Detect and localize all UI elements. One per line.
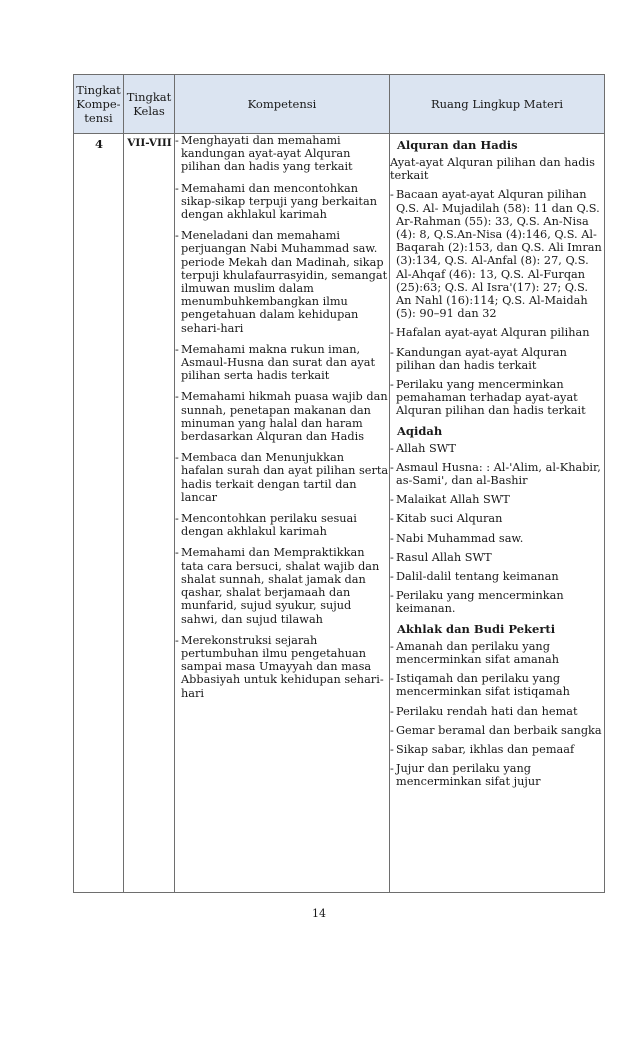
list-item-text: Membaca dan Menunjukkan hafalan surah dan ayat pilihan serta hadis terkait dengan tartil dan lancar	[181, 451, 389, 504]
list-item-text: Kandungan ayat-ayat Alquran pilihan dan hadis terkait	[396, 345, 567, 372]
section-title-akhlak: Akhlak dan Budi Pekerti	[397, 621, 556, 636]
bullet-dash: -	[175, 451, 179, 465]
bullet-dash: -	[390, 493, 394, 507]
list-item	[390, 461, 604, 487]
aqidah-items	[390, 442, 604, 616]
ruang-lingkup-list	[390, 134, 604, 795]
akhlak-items	[390, 640, 604, 789]
header-ruang-lingkup: Ruang Lingkup Materi	[430, 97, 564, 111]
list-item	[390, 743, 604, 756]
bullet-dash: -	[175, 229, 179, 243]
list-item	[175, 182, 390, 222]
bullet-dash: -	[175, 633, 179, 647]
list-item-text: Perilaku yang mencerminkan pemahaman terhadap ayat-ayat Alquran pilihan dan hadis terkait	[396, 378, 586, 418]
list-item	[175, 134, 390, 174]
list-item	[175, 546, 390, 625]
list-item-text: Memahami dan mencontohkan sikap-sikap terpuji yang berkaitan dengan akhlakul karimah	[181, 181, 377, 222]
cell-tingkat: 4	[94, 137, 103, 151]
list-item-text: Perilaku rendah hati dan hemat	[396, 704, 578, 718]
list-item-text: Kitab suci Alquran	[396, 512, 503, 526]
list-item-text: Sikap sabar, ikhlas dan pemaaf	[396, 742, 575, 756]
list-item	[390, 640, 604, 666]
list-item	[175, 451, 390, 504]
list-item-text: Asmaul Husna: : Al-'Alim, al-Khabir, as-Sami', dan al-Bashir	[396, 460, 601, 488]
bullet-dash: -	[390, 672, 394, 686]
list-item-text: Nabi Muhammad saw.	[396, 531, 524, 545]
bullet-dash: -	[390, 512, 394, 526]
bullet-dash: -	[390, 188, 394, 202]
list-item-text: Jujur dan perilaku yang mencerminkan sifat jujur	[396, 762, 541, 789]
header-tingkat-kompetensi: Tingkat Kompe-tensi	[76, 83, 121, 125]
bullet-dash: -	[175, 342, 179, 356]
list-item-text: Rasul Allah SWT	[396, 550, 492, 564]
bullet-dash: -	[175, 134, 179, 147]
list-item-text: Merekonstruksi sejarah pertumbuhan ilmu pengetahuan sampai masa Umayyah dan masa Abbasiyah untuk kehidupan sehari-hari	[181, 633, 384, 700]
list-item	[390, 672, 604, 698]
list-item-text: Amanah dan perilaku yang mencerminkan sifat amanah	[396, 639, 560, 666]
bullet-dash: -	[390, 723, 394, 737]
alquran-items	[390, 188, 604, 417]
list-item-text: Memahami dan Mempraktikkan tata cara bersuci, shalat wajib dan shalat sunnah, shalat jamak dan qashar, shalat berjamaah dan munfarid, sujud syukur, sujud sahwi, dan sujud tilawah	[181, 546, 380, 626]
bullet-dash: -	[390, 460, 394, 474]
bullet-dash: -	[390, 639, 394, 653]
list-item	[390, 378, 604, 418]
bullet-dash: -	[390, 570, 394, 584]
list-item-text: Dalil-dalil tentang keimanan	[396, 570, 559, 584]
bullet-dash: -	[175, 390, 179, 404]
list-item	[390, 589, 604, 615]
bullet-dash: -	[390, 589, 394, 603]
bullet-dash: -	[175, 512, 179, 526]
list-item-text: Allah SWT	[396, 441, 456, 455]
bullet-dash: -	[390, 326, 394, 340]
alquran-intro: Ayat-ayat Alquran pilihan dan hadis terkait	[390, 156, 595, 183]
list-item	[390, 705, 604, 718]
list-item	[390, 346, 604, 372]
list-item-text: Gemar beramal dan berbaik sangka	[396, 723, 602, 737]
header-kompetensi: Kompetensi	[247, 97, 317, 111]
column-divider	[123, 75, 124, 892]
section-title-alquran: Alquran dan Hadis	[397, 138, 518, 152]
list-item-text: Hafalan ayat-ayat Alquran pilihan	[396, 326, 590, 340]
page-number: 14	[312, 907, 326, 920]
list-item-text: Istiqamah dan perilaku yang mencerminkan sifat istiqamah	[396, 672, 570, 699]
list-item-text: Bacaan ayat-ayat Alquran pilihan Q.S. Al- Mujadilah (58): 11 dan Q.S. Ar-Rahman (55): 33, Q.S. An-Nisa (4): 8, Q.S.An-Nisa (4):146, Q.S. Al-Baqarah (2):153, dan Q.S. Ali Imran (3):134, Q.S. Al-Anfal (8): 27, Q.S. Al-Ahqaf (46): 13, Q.S. Al-Furqan (25):63; Q.S. Al Isra'(17): 27; Q.S. An Nahl (16):114; Q.S. Al-Maidah (5): 90–91 dan 32	[396, 188, 602, 321]
list-item	[175, 343, 390, 383]
list-item	[175, 229, 390, 335]
list-item	[175, 512, 390, 538]
list-item	[175, 390, 390, 443]
bullet-dash: -	[390, 704, 394, 718]
bullet-dash: -	[390, 441, 394, 455]
bullet-dash: -	[390, 550, 394, 564]
list-item	[390, 493, 604, 506]
list-item	[390, 326, 604, 339]
cell-kelas: VII-VIII	[127, 137, 172, 149]
curriculum-table	[73, 74, 605, 893]
list-item	[390, 188, 604, 320]
list-item-text: Menghayati dan memahami kandungan ayat-ayat Alquran pilihan dan hadis yang terkait	[181, 134, 353, 174]
list-item	[390, 762, 604, 788]
bullet-dash: -	[390, 345, 394, 359]
list-item-text: Perilaku yang mencerminkan keimanan.	[396, 589, 564, 616]
list-item	[390, 442, 604, 455]
list-item-text: Mencontohkan perilaku sesuai dengan akhlakul karimah	[181, 512, 357, 539]
list-item	[175, 634, 390, 700]
list-item	[390, 532, 604, 545]
bullet-dash: -	[390, 762, 394, 776]
bullet-dash: -	[390, 378, 394, 392]
section-title-aqidah: Aqidah	[397, 423, 443, 438]
list-item-text: Memahami makna rukun iman, Asmaul-Husna dan surat dan ayat pilihan serta hadis terkait	[181, 342, 376, 383]
list-item	[390, 570, 604, 583]
list-item-text: Malaikat Allah SWT	[396, 493, 510, 507]
list-item	[390, 512, 604, 525]
list-item	[390, 724, 604, 737]
bullet-dash: -	[390, 742, 394, 756]
list-item-text: Meneladani dan memahami perjuangan Nabi Muhammad saw. periode Mekah dan Madinah, sikap terpuji khulafaurrasyidin, semangat ilmuwan muslim dalam menumbuhkembangkan ilmu pengetahuan dalam kehidupan sehari-hari	[181, 229, 388, 335]
bullet-dash: -	[390, 531, 394, 545]
header-tingkat-kelas: Tingkat Kelas	[126, 90, 172, 118]
list-item-text: Memahami hikmah puasa wajib dan sunnah, penetapan makanan dan minuman yang halal dan haram berdasarkan Alquran dan Hadis	[181, 390, 388, 444]
kompetensi-list	[175, 134, 390, 700]
bullet-dash: -	[175, 546, 179, 560]
bullet-dash: -	[175, 181, 179, 195]
list-item	[390, 551, 604, 564]
